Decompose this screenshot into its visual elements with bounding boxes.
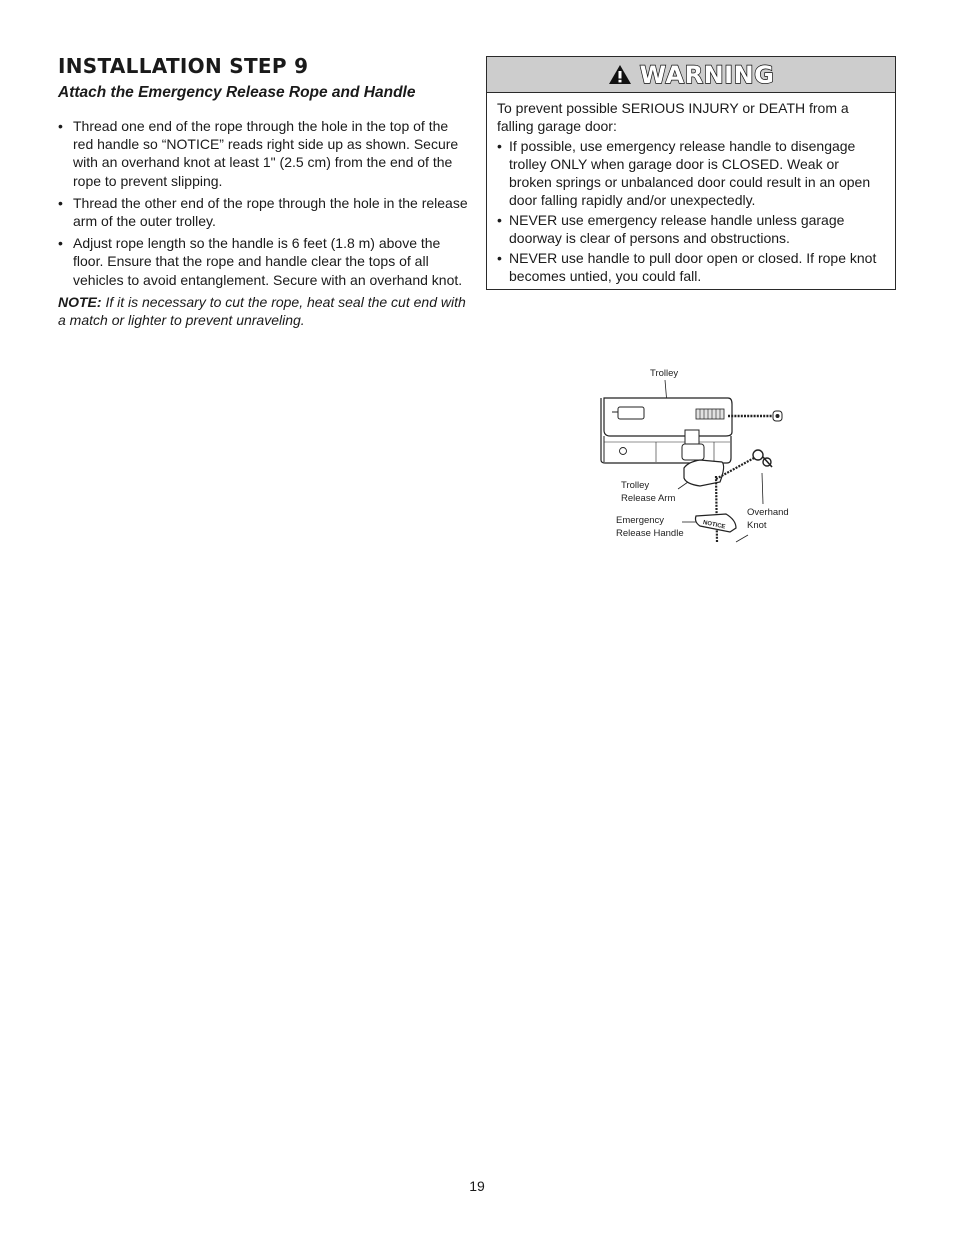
release-arm-leader-line	[678, 482, 688, 489]
step-subtitle: Attach the Emergency Release Rope and Handle	[58, 84, 416, 101]
warning-text: If possible, use emergency release handle to disengage trolley ONLY when garage door is CLOSED. Weak or broken springs or unbalanced door could result in an open door falling rapidly and/or unexpectedly.	[509, 138, 871, 208]
note-label: NOTE:	[58, 293, 102, 310]
note-text: If it is necessary to cut the rope, heat seal the cut end with a match or lighter to prevent unraveling.	[58, 293, 466, 329]
notice-text: NOTICE	[702, 519, 726, 531]
bullet-icon: •	[58, 118, 63, 134]
threaded-rod	[728, 411, 782, 421]
trolley-release-diagram	[596, 362, 806, 552]
warning-body	[487, 93, 895, 285]
list-item	[58, 117, 468, 190]
warning-box	[486, 56, 896, 290]
bullet-icon: •	[58, 235, 63, 252]
warning-text: NEVER use handle to pull door open or closed. If rope knot becomes untied, you could fall.	[509, 250, 877, 284]
bullet-icon: •	[497, 138, 502, 154]
handle-label-line2: Release Handle	[616, 528, 684, 539]
overhand-knot	[753, 450, 772, 467]
note-paragraph	[58, 293, 468, 329]
page-number: 19	[469, 1178, 485, 1194]
step-title: INSTALLATION STEP 9	[58, 54, 309, 78]
warning-intro: To prevent possible SERIOUS INJURY or DEATH from a falling garage door:	[497, 100, 849, 134]
release-arm-label-line1: Trolley	[621, 480, 650, 491]
instruction-text: Adjust rope length so the handle is 6 feet (1.8 m) above the floor. Ensure that the rope and handle clear the tops of all vehicles to avoid entanglement. Secure with an overhand knot.	[73, 235, 463, 288]
warning-title: WARNING	[639, 60, 775, 89]
knot-label-line1: Overhand	[747, 507, 789, 518]
trolley-label: Trolley	[650, 368, 679, 379]
instruction-text: Thread the other end of the rope through the hole in the release arm of the outer trolley.	[73, 194, 468, 230]
trolley-body	[601, 398, 732, 463]
release-arm-label-line2: Release Arm	[621, 493, 676, 504]
emergency-release-handle	[696, 514, 737, 532]
warning-triangle-icon	[608, 64, 632, 85]
warning-list	[497, 137, 885, 285]
list-item	[497, 249, 885, 285]
list-item	[58, 194, 468, 230]
knot-label-line2: Knot	[747, 520, 767, 531]
knot-leader-line	[762, 473, 763, 504]
instruction-list	[58, 117, 468, 289]
bullet-icon: •	[58, 194, 63, 211]
list-item	[58, 234, 468, 289]
warning-header	[487, 57, 895, 93]
bullet-icon: •	[497, 250, 502, 266]
list-item	[497, 211, 885, 247]
list-item	[497, 137, 885, 209]
knot-bottom-leader-line	[736, 535, 748, 542]
handle-label-line1: Emergency	[616, 515, 665, 526]
warning-text: NEVER use emergency release handle unless garage doorway is clear of persons and obstructions.	[509, 212, 845, 246]
bullet-icon: •	[497, 212, 502, 228]
instructions-column	[58, 54, 468, 329]
instruction-text: Thread one end of the rope through the hole in the top of the red handle so “NOTICE” reads right side up as shown. Secure with an overhand knot at least 1" (2.5 cm) from the end of the rope to prevent slipping.	[73, 118, 459, 189]
